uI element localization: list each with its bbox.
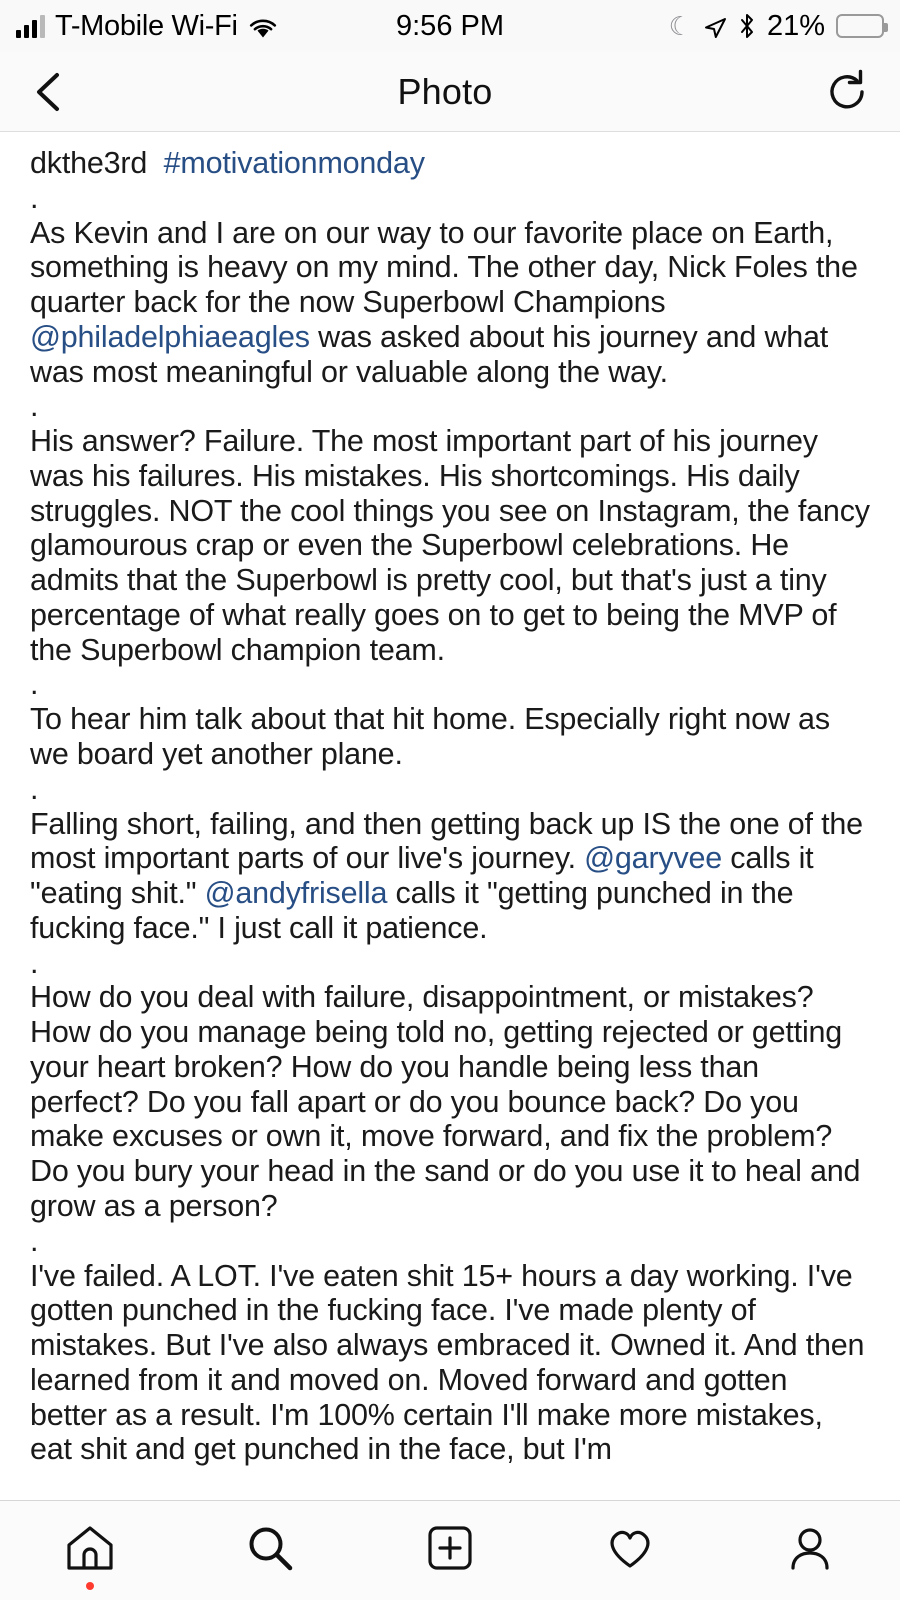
caption-username[interactable]: dkthe3rd: [30, 146, 148, 180]
caption-text-run: calls it "eating shit.": [30, 841, 814, 911]
status-bar-left: [16, 10, 450, 43]
caption-text-run: As Kevin and I are on our way to our favorite place on Earth, something is heavy on my mind. The other day, Nick Foles the quarter back for the now Superbowl Champions: [30, 215, 858, 320]
caption-text-run: I've failed. A LOT. I've eaten shit 15+ hours a day working. I've gotten punched in the fucking face. I've made plenty of mistakes. But I've also always embraced it. Owned it. And then learned from it and moved on. Moved forward and gotten better as a result. I'm 100% certain I'll make more mistakes, eat shit and get punched in the face, but I'm: [30, 1258, 865, 1467]
caption-text-run: was asked about his journey and what was most meaningful or valuable along the way.: [30, 319, 829, 389]
status-time: 9:56 PM: [396, 9, 504, 42]
caption-header-line: [30, 146, 870, 181]
person-icon: [786, 1524, 834, 1577]
profile-tab[interactable]: [720, 1501, 900, 1600]
caption-text-run: His answer? Failure. The most important part of his journey was his failures. His mistakes. His shortcomings. His daily struggles. NOT the cool things you see on Instagram, the fancy glamourous crap or even the Superbowl celebrations. He admits that the Superbowl is pretty cool, but that's just a tiny percentage of what really goes on to get to being the MVP of the Superbowl champion team.: [30, 424, 870, 667]
caption-paragraph: [30, 424, 870, 667]
caption-separator: .: [30, 180, 39, 215]
caption-mention[interactable]: @garyvee: [584, 841, 723, 876]
caption-separator: .: [30, 389, 39, 424]
status-bar-right: [450, 10, 884, 43]
caption-separator: .: [30, 771, 39, 806]
caption-scroll-area[interactable]: [0, 132, 900, 1500]
add-post-tab[interactable]: [360, 1501, 540, 1600]
page-title: Photo: [397, 70, 493, 112]
caption-text-run: calls it "getting punched in the fucking face." I just call it patience.: [30, 876, 794, 945]
home-tab[interactable]: [0, 1501, 180, 1600]
home-badge-dot: [86, 1582, 94, 1590]
caption-paragraph: [30, 702, 870, 772]
refresh-icon[interactable]: [824, 69, 870, 115]
moon-icon: ☾: [668, 11, 692, 41]
home-icon: [65, 1524, 115, 1577]
wifi-icon: [248, 14, 278, 38]
caption-paragraph: [30, 216, 870, 390]
caption-separator: .: [30, 1223, 39, 1258]
caption-paragraph: [30, 1259, 870, 1468]
carrier-label: T-Mobile Wi-Fi: [55, 9, 238, 42]
back-chevron-icon[interactable]: [30, 70, 66, 114]
caption-hashtag[interactable]: #motivationmonday: [163, 146, 425, 180]
caption-text-run: Falling short, failing, and then getting back up IS the one of the most important parts of our live's journey.: [30, 806, 863, 876]
battery-percent-label: 21%: [766, 9, 825, 42]
caption-paragraph: [30, 980, 870, 1223]
status-bar: [0, 0, 900, 52]
battery-icon: [836, 14, 884, 38]
bluetooth-icon: [738, 13, 756, 39]
caption-text-run: To hear him talk about that hit home. Especially right now as we board yet another plane.: [30, 702, 830, 772]
location-arrow-icon: [703, 14, 727, 38]
caption-body: [30, 181, 870, 1467]
caption-separator: .: [30, 667, 39, 702]
caption-separator: .: [30, 945, 39, 980]
heart-icon: [605, 1524, 655, 1577]
navigation-bar: [0, 52, 900, 132]
signal-bars-icon: [16, 14, 45, 38]
search-icon: [246, 1524, 294, 1577]
caption-mention[interactable]: @andyfrisella: [204, 876, 388, 911]
caption-text: [30, 146, 870, 1467]
caption-paragraph: [30, 807, 870, 946]
caption-mention[interactable]: @philadelphiaeagles: [30, 319, 310, 354]
tab-bar: [0, 1500, 900, 1600]
search-tab[interactable]: [180, 1501, 360, 1600]
plus-square-icon: [426, 1524, 474, 1577]
caption-text-run: How do you deal with failure, disappointment, or mistakes? How do you manage being told no, getting rejected or getting your heart broken? How do you handle being less than perfect? Do you fall apart or do you bounce back? Do you make excuses or own it, move forward, and fix the problem? Do you bury your head in the sand or do you use it to heal and grow as a person?: [30, 980, 861, 1223]
activity-tab[interactable]: [540, 1501, 720, 1600]
